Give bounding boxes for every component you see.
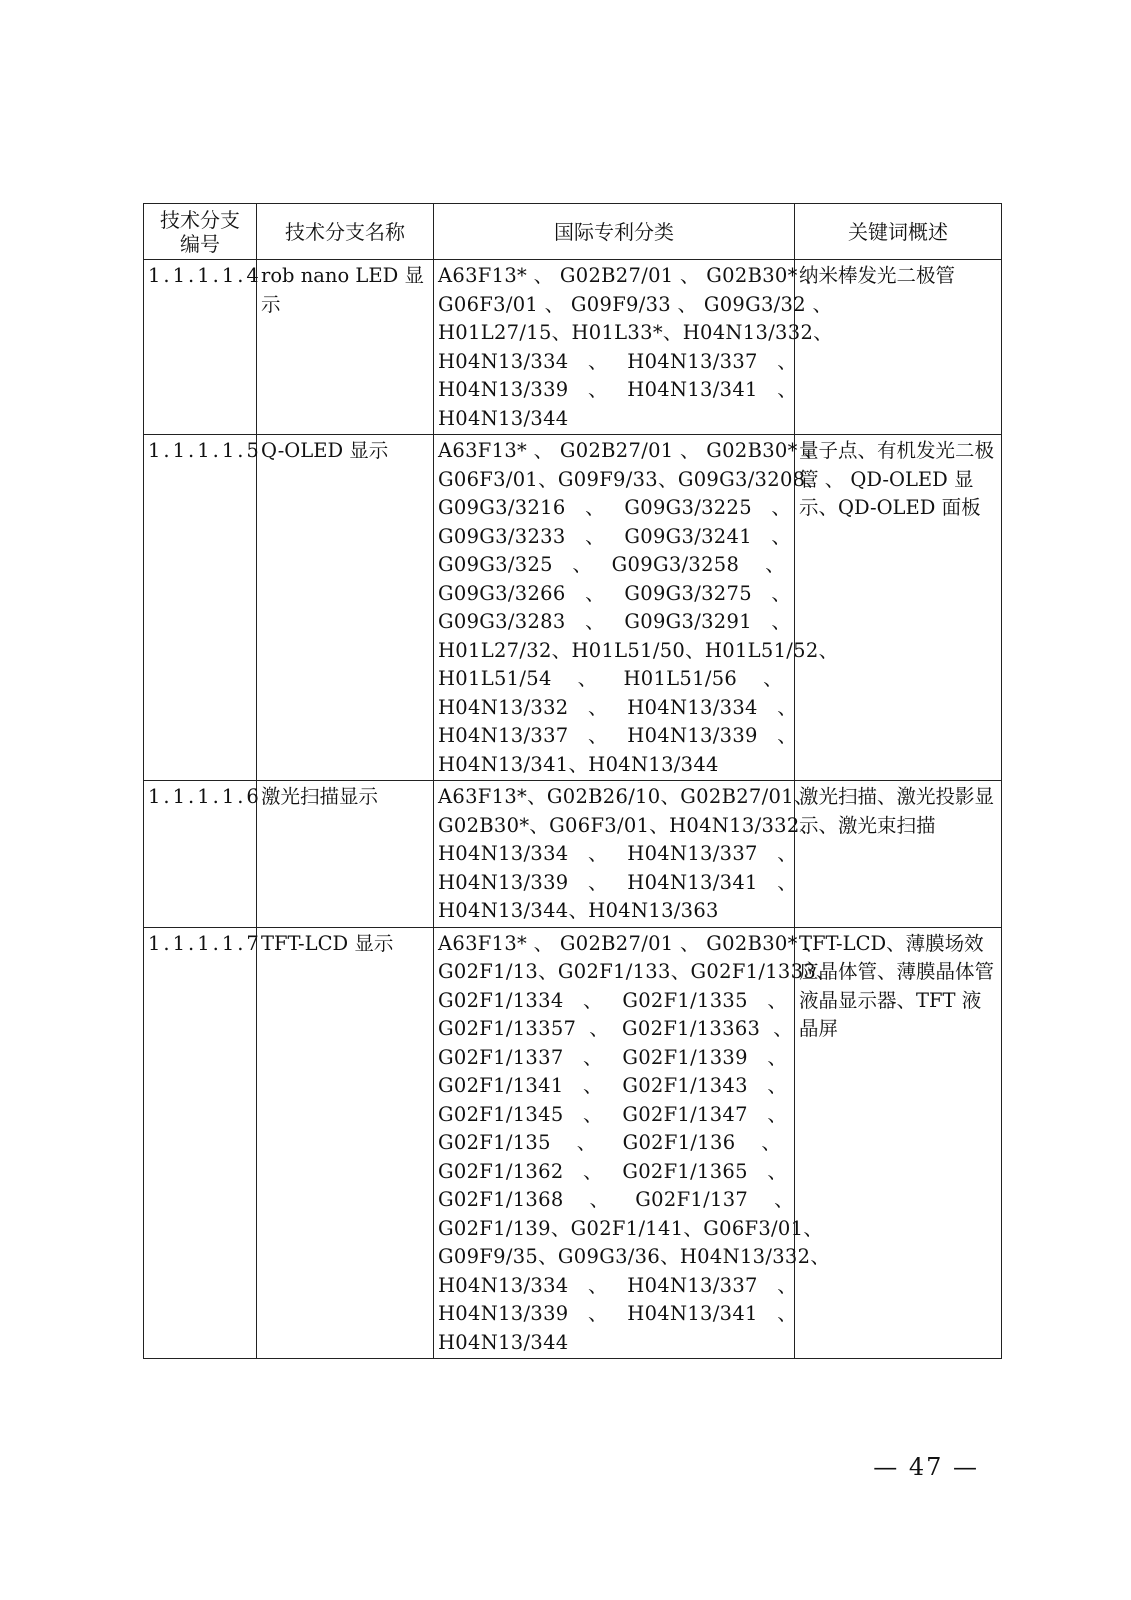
ipc-code-line: H01L27/15、H01L33*、H04N13/332、 — [438, 321, 833, 344]
header-branch-number-label: 技术分支 编号 — [160, 207, 240, 256]
ipc-code-line: H04N13/332 、 H04N13/334 、 — [438, 695, 798, 719]
page-number: — 47 — — [873, 1453, 979, 1481]
header-ipc — [434, 204, 795, 260]
ipc-code-line: H04N13/344 — [438, 406, 569, 430]
keywords-cell: 量子点、有机发光二极管 、 QD-OLED 显示、QD-OLED 面板 — [795, 435, 1002, 781]
ipc-code-line: H04N13/339 、 H04N13/341 、 — [438, 1302, 798, 1325]
ipc-code-line: G02F1/1337 、 G02F1/1339 、 — [438, 1045, 788, 1069]
header-keywords-label: 关键词概述 — [848, 219, 948, 244]
header-branch-name — [257, 204, 434, 260]
branch-name-cell: Q-OLED 显示 — [257, 435, 434, 781]
table-row — [144, 435, 1002, 781]
ipc-code-line: H01L51/54 、 H01L51/56 、 — [438, 667, 783, 690]
ipc-cell — [434, 260, 833, 435]
ipc-code-line: G09G3/3233 、 G09G3/3241 、 — [438, 524, 792, 548]
ipc-cell — [434, 927, 836, 1359]
ipc-code-line: A63F13*、G02B26/10、G02B27/01、 — [438, 785, 814, 808]
keywords-cell: 纳米棒发光二极管 — [795, 260, 1002, 435]
ipc-code-line: G09F9/35、G09G3/36、H04N13/332、 — [438, 1245, 831, 1268]
branch-number-cell: 1.1.1.1.4 — [144, 260, 257, 435]
branch-number-cell: 1.1.1.1.6 — [144, 781, 257, 928]
branch-name-cell: 激光扫描显示 — [257, 781, 434, 928]
ipc-code-line: A63F13* 、 G02B27/01 、 G02B30* 、 — [438, 439, 824, 462]
ipc-code-line: G09G3/3266 、 G09G3/3275 、 — [438, 581, 792, 605]
keywords-cell: 激光扫描、激光投影显示、激光束扫描 — [795, 781, 1002, 928]
ipc-cell — [434, 435, 839, 781]
ipc-code-line: G02F1/1334 、 G02F1/1335 、 — [438, 988, 788, 1012]
branch-number-cell: 1.1.1.1.7 — [144, 927, 257, 1359]
ipc-code-line: G06F3/01、G09F9/33、G09G3/3208、 — [438, 467, 826, 491]
ipc-code-line: G02F1/139、G02F1/141、G06F3/01、 — [438, 1216, 824, 1240]
ipc-code-line: G02F1/135 、 G02F1/136 、 — [438, 1131, 782, 1154]
ipc-code-line: G02F1/1341 、 G02F1/1343 、 — [438, 1074, 788, 1097]
ipc-code-line: H01L27/32、H01L51/50、H01L51/52、 — [438, 638, 839, 662]
ipc-code-line: G09G3/325 、 G09G3/3258 、 — [438, 553, 786, 576]
keywords-cell: TFT-LCD、薄膜场效应晶体管、薄膜晶体管液晶显示器、TFT 液晶屏 — [795, 927, 1002, 1359]
ipc-code-line: H04N13/334 、 H04N13/337 、 — [438, 349, 798, 373]
ipc-code-line: G06F3/01 、 G09F9/33 、 G09G3/32 、 — [438, 292, 833, 316]
ipc-code-line: H04N13/339 、 H04N13/341 、 — [438, 870, 798, 894]
ipc-code-line: G02F1/1345 、 G02F1/1347 、 — [438, 1102, 788, 1126]
ipc-code-line: H04N13/337 、 H04N13/339 、 — [438, 724, 798, 747]
header-branch-name-label: 技术分支名称 — [285, 219, 405, 244]
ipc-code-line: G02F1/13357 、 G02F1/13363 、 — [438, 1017, 794, 1040]
header-branch-number — [144, 204, 257, 260]
header-ipc-label: 国际专利分类 — [554, 219, 674, 244]
ipc-code-line: G02F1/13、G02F1/133、G02F1/1333、 — [438, 960, 836, 983]
ipc-code-line: G02F1/1362 、 G02F1/1365 、 — [438, 1159, 788, 1183]
table-row — [144, 260, 1002, 435]
ipc-code-line: G02F1/1368 、 G02F1/137 、 — [438, 1188, 794, 1211]
ipc-code-line: A63F13* 、 G02B27/01 、 G02B30* 、 — [438, 264, 824, 287]
table-row — [144, 927, 1002, 1359]
table-body — [144, 260, 1002, 1359]
branch-name-cell: rob nano LED 显示 — [257, 260, 434, 435]
ipc-code-line: G02B30*、G06F3/01、H04N13/332、 — [438, 813, 820, 837]
ipc-code-line: H04N13/344 — [438, 1330, 569, 1354]
ipc-code-line: H04N13/339 、 H04N13/341 、 — [438, 378, 798, 401]
table-row — [144, 781, 1002, 928]
ipc-code-line: H04N13/344、H04N13/363 — [438, 899, 719, 922]
ipc-code-line: A63F13* 、 G02B27/01 、 G02B30* 、 — [438, 931, 824, 955]
branch-name-cell: TFT-LCD 显示 — [257, 927, 434, 1359]
ipc-code-line: G09G3/3216 、 G09G3/3225 、 — [438, 496, 792, 519]
ipc-cell — [434, 781, 820, 928]
ipc-code-line: H04N13/341、H04N13/344 — [438, 752, 719, 776]
table-header-row — [144, 204, 1002, 260]
patent-classification-table — [143, 203, 1002, 1359]
ipc-code-line: H04N13/334 、 H04N13/337 、 — [438, 1273, 798, 1297]
branch-number-cell: 1.1.1.1.5 — [144, 435, 257, 781]
ipc-code-line: H04N13/334 、 H04N13/337 、 — [438, 842, 798, 865]
ipc-code-line: G09G3/3283 、 G09G3/3291 、 — [438, 610, 792, 633]
header-keywords — [795, 204, 1002, 260]
